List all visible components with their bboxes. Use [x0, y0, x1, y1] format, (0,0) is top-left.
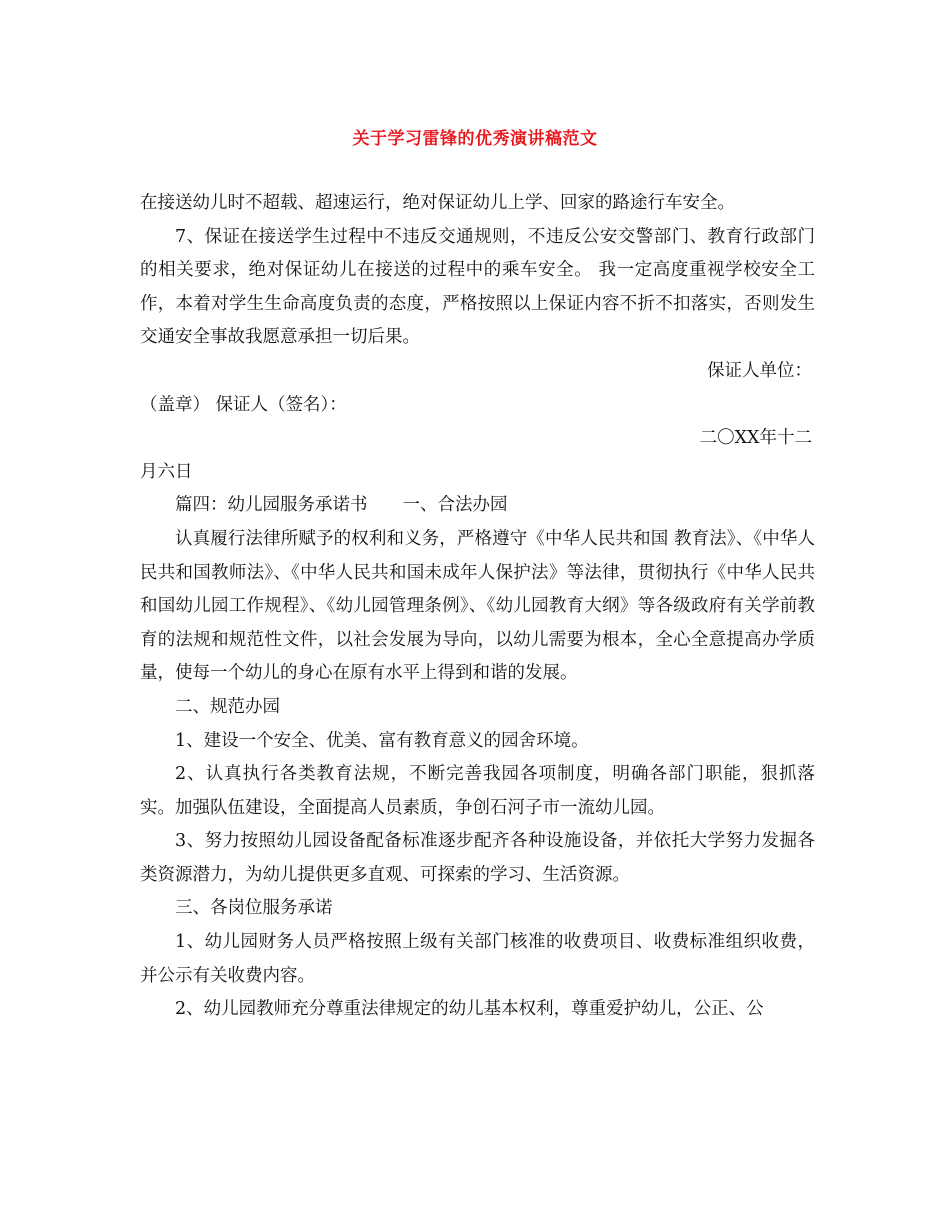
document-body — [140, 187, 815, 1027]
guarantor-unit-line: 保证人单位： — [707, 360, 812, 381]
date-line-part2: 月六日 — [140, 461, 193, 482]
paragraph-item-1: 1、建设一个安全、优美、富有教育意义的园舍环境。 — [175, 730, 589, 751]
date-line-part1: 二〇XX年十二 — [699, 428, 812, 449]
paragraph-continuation: 在接送幼儿时不超载、超速运行，绝对保证幼儿上学、回家的路途行车安全。 — [140, 193, 735, 213]
paragraph-item-2: 2、认真执行各类教育法规，不断完善我园各项制度，明确各部门职能，狠抓落实。加强队伍建设，全面提高人员素质，争创石河子市一流幼儿园。 — [140, 764, 815, 818]
section-heading-chapter4: 篇四：幼儿园服务承诺书 一、合法办园 — [175, 495, 508, 516]
paragraph-guarantee-7: 7、保证在接送学生过程中不违反交通规则，不违反公安交警部门、教育行政部门的相关要求，绝对保证幼儿在接送的过程中的乘车安全。 我一定高度重视学校安全工作，本着对学生生命高度负责的态度，严格按照以上保证内容不折不扣落实，否则发生交通安全事故我愿意承担一切后果。 — [140, 226, 815, 348]
section-heading-standard: 二、规范办园 — [175, 696, 280, 717]
paragraph-finance: 1、幼儿园财务人员严格按照上级有关部门核准的收费项目、收费标准组织收费，并公示有关收费内容。 — [140, 932, 815, 986]
paragraph-legal-duties: 认真履行法律所赋予的权利和义务，严格遵守《中华人民共和国 教育法》、《中华人民共和国教师法》、《中华人民共和国未成年人保护法》等法律，贯彻执行《中华人民共和国幼儿园工作规程》、《幼儿园管理条例》、《幼儿园教育大纲》等各级政府有关学前教育的法规和规范性文件，以社会发展为导向，以幼儿需要为根本，全心全意提高办学质量，使每一个幼儿的身心在原有水平上得到和谐的发展。 — [140, 528, 815, 684]
seal-signature-line: （盖章） 保证人（签名）： — [140, 394, 347, 415]
paragraph-item-3: 3、努力按照幼儿园设备配备标准逐步配齐各种设施设备，并依托大学努力发掘各类资源潜力，为幼儿提供更多直观、可探索的学习、生活资源。 — [140, 831, 815, 885]
paragraph-teachers: 2、幼儿园教师充分尊重法律规定的幼儿基本权利，尊重爱护幼儿，公正、公 — [175, 999, 764, 1020]
section-heading-service: 三、各岗位服务承诺 — [175, 898, 333, 919]
document-title: 关于学习雷锋的优秀演讲稿范文 — [352, 129, 598, 149]
